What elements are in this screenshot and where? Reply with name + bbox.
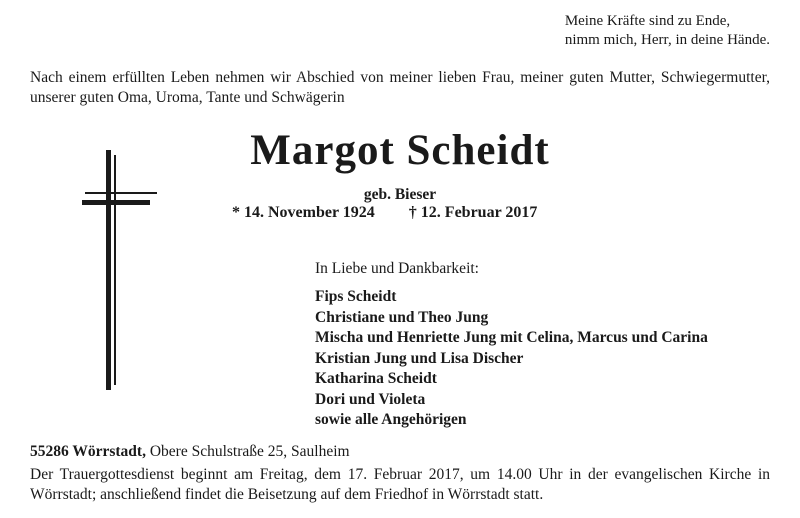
- family-list: [315, 287, 708, 431]
- verse-line-2: nimm mich, Herr, in deine Hände.: [564, 32, 770, 48]
- born-name: geb. Bieser: [363, 186, 437, 203]
- family-member: Christiane und Theo Jung: [315, 308, 489, 326]
- verse: [565, 12, 770, 50]
- family-member: sowie alle Angehörigen: [315, 411, 467, 428]
- love-line: In Liebe und Dankbarkeit:: [315, 260, 479, 277]
- service-text: Der Trauergottesdienst beginnt am Freitag, dem 17. Februar 2017, um 14.00 Uhr in der evangelischen Kirche in Wörrstadt; anschließend findet die Beisetzung auf dem Friedhof in Wörrstadt statt.: [30, 466, 770, 503]
- cross-icon: [82, 150, 162, 390]
- deceased-name: Margot Scheidt: [250, 127, 550, 174]
- birth-date: * 14. November 1924: [232, 204, 375, 221]
- address-city: 55286 Wörrstadt,: [30, 443, 146, 460]
- intro-text: Nach einem erfüllten Leben nehmen wir Abschied von meiner lieben Frau, meiner guten Mutter, Schwiegermutter, unserer guten Oma, Uroma, Tante und Schwägerin: [30, 69, 770, 106]
- family-member: Mischa und Henriette Jung mit Celina, Marcus und Carina: [315, 329, 708, 346]
- verse-line-1: Meine Kräfte sind zu Ende,: [564, 13, 731, 29]
- address-street: Obere Schulstraße 25, Saulheim: [149, 443, 350, 460]
- life-dates: [232, 204, 537, 222]
- address: [30, 443, 350, 461]
- family-member: Dori und Violeta: [315, 390, 426, 408]
- family-member: Kristian Jung und Lisa Discher: [315, 349, 524, 367]
- family-member: Katharina Scheidt: [315, 370, 437, 387]
- death-date: † 12. Februar 2017: [408, 204, 538, 221]
- family-member: Fips Scheidt: [315, 288, 397, 305]
